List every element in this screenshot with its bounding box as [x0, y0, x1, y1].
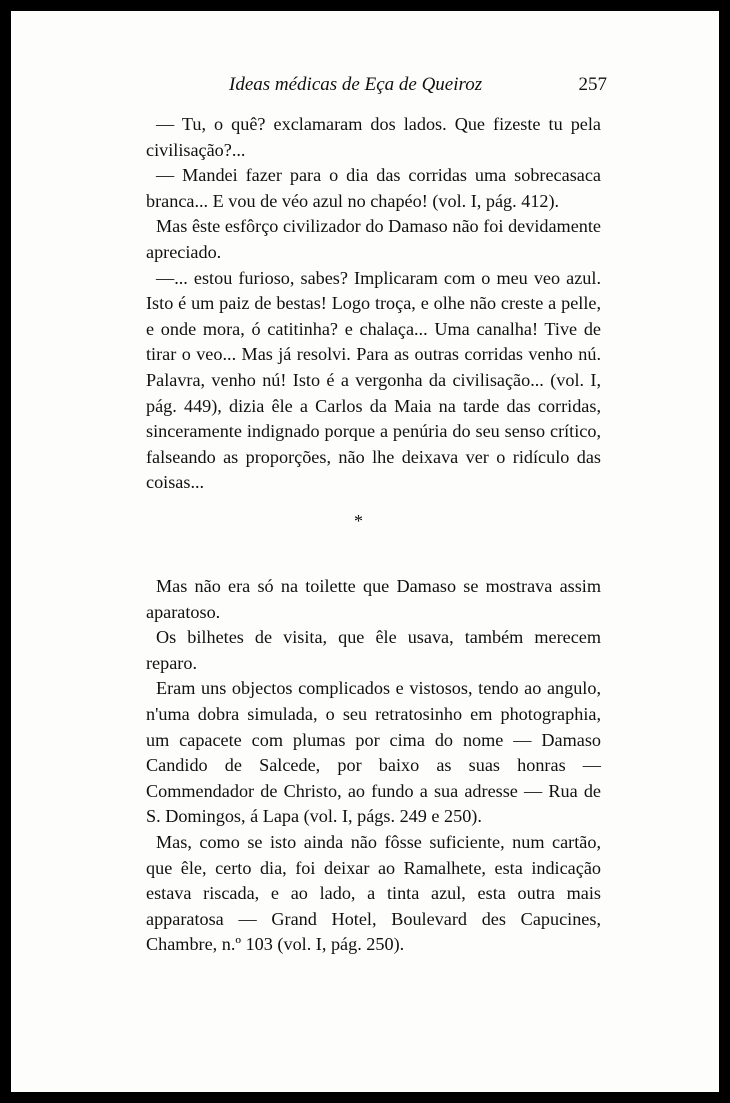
paragraph: — Mandei fazer para o dia das corridas uma sobrecasaca branca... E vou de véo azul no chapéo! (vol. I, pág. 412).: [146, 165, 601, 211]
book-page: [11, 11, 719, 1092]
section-separator: *: [354, 511, 363, 531]
text-block-1: [146, 112, 601, 496]
text-block-2: [146, 574, 601, 958]
paragraph: Os bilhetes de visita, que êle usava, também merecem reparo.: [146, 627, 601, 673]
page-number: 257: [578, 74, 607, 95]
paragraph: Mas êste esfôrço civilizador do Damaso não foi devidamente apreciado.: [146, 216, 601, 262]
running-title: Ideas médicas de Eça de Queiroz: [229, 74, 483, 95]
paragraph: —... estou furioso, sabes? Implicaram com o meu veo azul. Isto é um paiz de bestas! Logo troça, e olhe não creste a pelle, e onde mora, ó catitinha? e chalaça... Uma canalha! Tive de tirar o veo... Mas já resolvi. Para as outras corridas venho nú. Palavra, venho nú! Isto é a vergonha da civilisação... (vol. I, pág. 449), dizia êle a Carlos da Maia na tarde das corridas, sinceramente indignado porque a penúria do seu senso crítico, falseando as proporções, não lhe deixava ver o ridículo das coisas...: [146, 267, 601, 493]
running-header: [229, 74, 607, 96]
paragraph: — Tu, o quê? exclamaram dos lados. Que fizeste tu pela civilisação?...: [146, 114, 601, 160]
paragraph: Mas, como se isto ainda não fôsse suficiente, num cartão, que êle, certo dia, foi deixar ao Ramalhete, esta indicação estava riscada, e ao lado, a tinta azul, esta outra mais apparatosa — Grand Hotel, Boulevard des Capucines, Chambre, n.º 103 (vol. I, pág. 250).: [146, 831, 601, 955]
paragraph: Eram uns objectos complicados e vistosos, tendo ao angulo, n'uma dobra simulada, o seu retratosinho em photographia, um capacete com plumas por cima do nome — Damaso Candido de Salcede, por baixo as suas honras — Commendador de Christo, ao fundo a sua adresse — Rua de S. Domingos, á Lapa (vol. I, págs. 249 e 250).: [146, 678, 601, 827]
paragraph: Mas não era só na toilette que Damaso se mostrava assim aparatoso.: [146, 576, 601, 622]
